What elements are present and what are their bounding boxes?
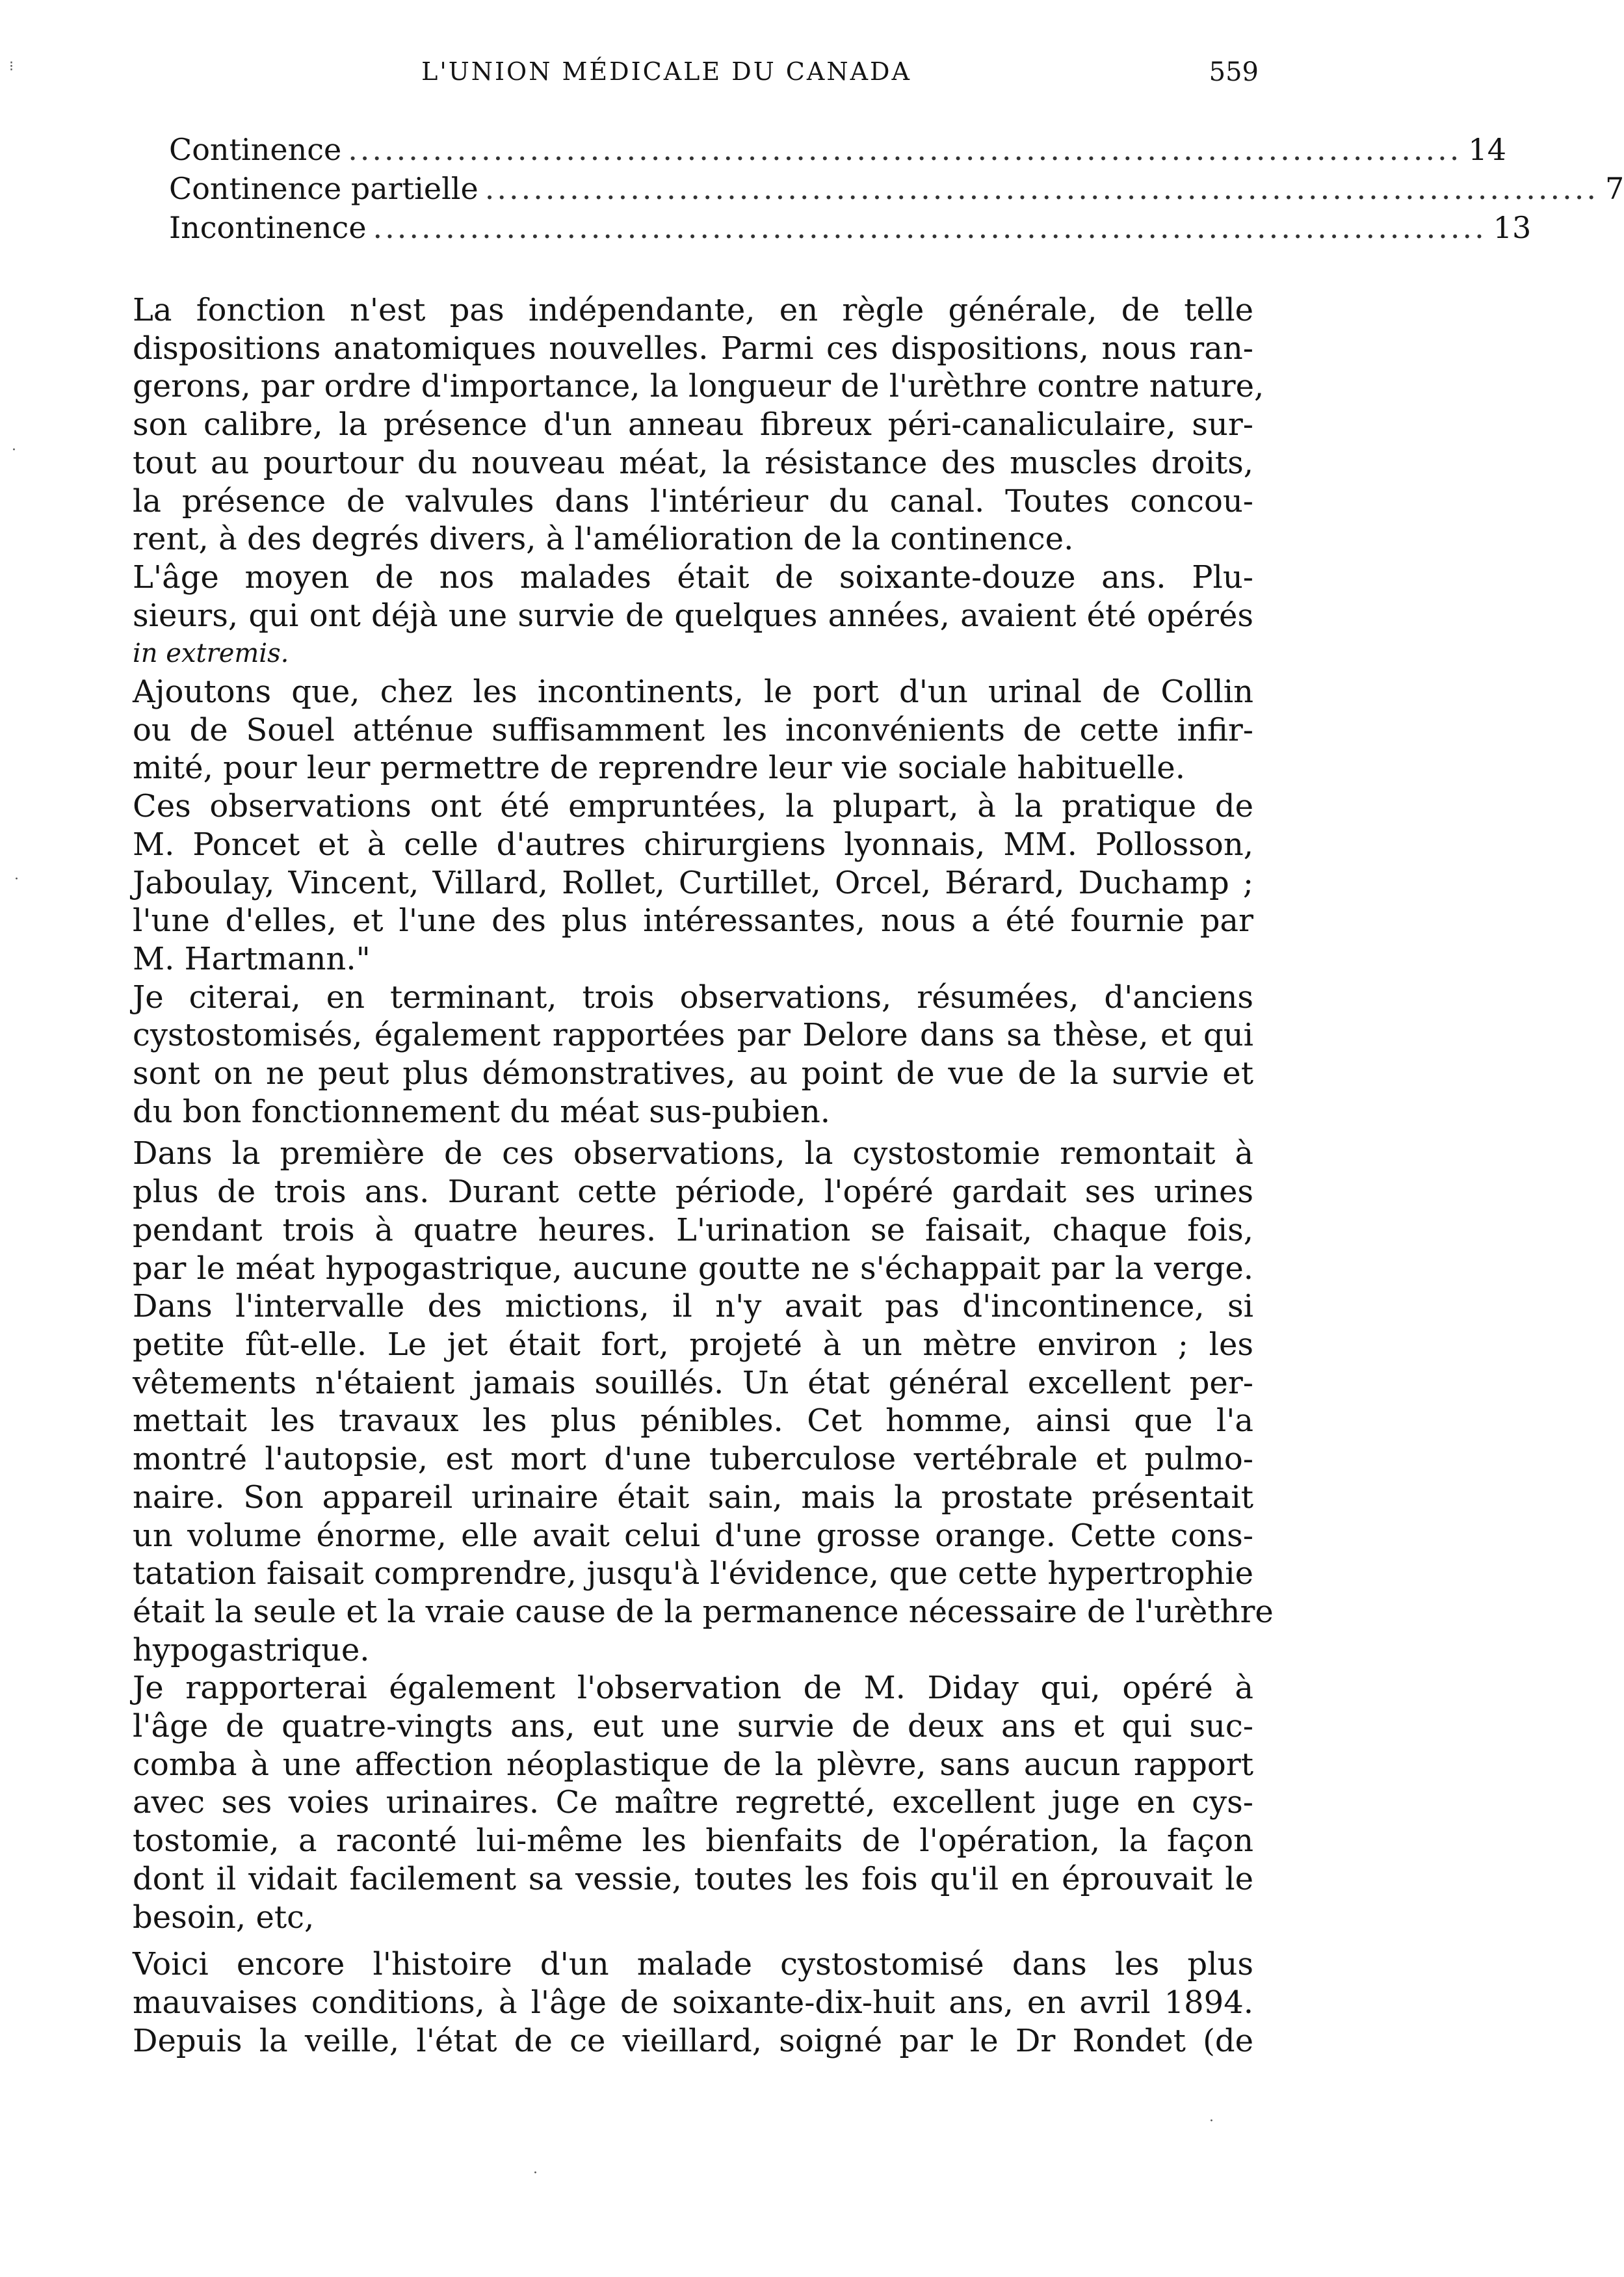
- paragraph-observations-source: [73, 787, 1253, 979]
- stat-row: [169, 169, 1624, 208]
- paragraph-age: [73, 559, 1253, 673]
- stat-label: Incontinence: [169, 210, 367, 245]
- text-line: Je citerai, en terminant, trois observations, résumées, d'anciens: [133, 979, 1253, 1016]
- text-line: Ces observations ont été empruntées, la plupart, à la pratique de: [133, 788, 1253, 825]
- text-line: vêtements n'étaient jamais souillés. Un état général excellent per-: [133, 1364, 1253, 1401]
- paragraph-first-observation: [73, 1135, 1274, 1669]
- margin-speck: ·: [12, 442, 16, 458]
- text-line: mauvaises conditions, à l'âge de soixante-dix-huit ans, en avril 1894.: [133, 1984, 1253, 2021]
- text-line: dont il vidait facilement sa vessie, toutes les fois qu'il en éprouvait le: [133, 1860, 1253, 1897]
- running-title: L'UNION MÉDICALE DU CANADA: [421, 57, 911, 86]
- leader-dots: ............................................................................................: [373, 210, 1487, 245]
- paragraph-anatomy: [73, 291, 1264, 559]
- page-number: 559: [1209, 57, 1259, 87]
- text-line: ou de Souel atténue suffisamment les inconvénients de cette infir-: [133, 711, 1253, 748]
- margin-speck: ·: [533, 2165, 538, 2181]
- text-line: l'âge de quatre-vingts ans, eut une survie de deux ans et qui suc-: [133, 1708, 1253, 1745]
- leader-dots: ............................................................................................: [348, 132, 1462, 167]
- text-line: Dans la première de ces observations, la cystostomie remontait à: [133, 1135, 1253, 1172]
- text-line: petite fût-elle. Le jet était fort, projeté à un mètre environ ; les: [133, 1326, 1253, 1363]
- stat-value: 7: [1604, 171, 1624, 206]
- text-line: La fonction n'est pas indépendante, en règle générale, de telle: [133, 292, 1253, 328]
- text-line: tostomie, a raconté lui-même les bienfaits de l'opération, la façon: [133, 1823, 1253, 1860]
- stat-label: Continence partielle: [169, 171, 478, 206]
- paragraph-gap: [73, 1936, 1253, 1945]
- text-line: L'âge moyen de nos malades était de soixante-douze ans. Plu-: [133, 559, 1253, 596]
- text-line: était la seule et la vraie cause de la permanence nécessaire de l'urèthre: [133, 1593, 1274, 1630]
- stat-label: Continence: [169, 132, 342, 167]
- text-line: Dans l'intervalle des mictions, il n'y avait pas d'incontinence, si: [133, 1288, 1253, 1325]
- text-line: tatation faisait comprendre, jusqu'à l'évidence, que cette hypertrophie: [133, 1555, 1253, 1592]
- stat-row: [169, 130, 1506, 169]
- continence-statistics: [169, 130, 1624, 247]
- text-line: Ajoutons que, chez les incontinents, le port d'un urinal de Collin: [133, 674, 1253, 711]
- text-line: besoin, etc,: [133, 1899, 315, 1936]
- stat-row: [169, 208, 1532, 247]
- text-line: Jaboulay, Vincent, Villard, Rollet, Curtillet, Orcel, Bérard, Duchamp ;: [133, 864, 1253, 901]
- margin-speck: ·: [14, 871, 19, 888]
- text-line: sont on ne peut plus démonstratives, au point de vue de la survie et: [133, 1055, 1253, 1092]
- paragraph-diday-observation: [73, 1669, 1253, 1936]
- paragraph-three-observations: [73, 979, 1253, 1131]
- stat-value: 14: [1468, 132, 1506, 167]
- text-line: montré l'autopsie, est mort d'une tuberculose vertébrale et pulmo-: [133, 1441, 1253, 1478]
- text-line: M. Hartmann.": [133, 940, 371, 977]
- leader-dots: ............................................................................................: [484, 171, 1599, 206]
- text-line: Voici encore l'histoire d'un malade cystostomisé dans les plus: [133, 1946, 1253, 1983]
- text-line: mettait les travaux les plus pénibles. Cet homme, ainsi que l'a: [133, 1402, 1253, 1440]
- text-line: tout au pourtour du nouveau méat, la résistance des muscles droits,: [133, 444, 1253, 481]
- text-line: son calibre, la présence d'un anneau fibreux péri-canaliculaire, sur-: [133, 406, 1253, 443]
- text-line-italic: in extremis.: [133, 638, 289, 669]
- text-line: la présence de valvules dans l'intérieur du canal. Toutes concou-: [133, 482, 1253, 520]
- paragraph-urinal: [73, 673, 1253, 787]
- margin-speck: ⁝: [9, 59, 14, 75]
- text-line: Je rapporterai également l'observation de M. Diday qui, opéré à: [133, 1670, 1253, 1707]
- text-line: par le méat hypogastrique, aucune goutte ne s'échappait par la verge.: [133, 1250, 1253, 1287]
- margin-speck: ·: [1209, 2113, 1214, 2129]
- text-line: mité, pour leur permettre de reprendre leur vie sociale habituelle.: [133, 750, 1185, 787]
- text-line: hypogastrique.: [133, 1631, 370, 1668]
- page-header: [78, 57, 1259, 103]
- text-line: pendant trois à quatre heures. L'urination se faisait, chaque fois,: [133, 1211, 1253, 1248]
- stat-value: 13: [1493, 210, 1532, 245]
- text-line: l'une d'elles, et l'une des plus intéressantes, nous a été fournie par: [133, 902, 1253, 940]
- text-line: plus de trois ans. Durant cette période, l'opéré gardait ses urines: [133, 1174, 1253, 1211]
- paragraph-third-observation: [73, 1945, 1253, 2060]
- text-line: du bon fonctionnement du méat sus-pubien.: [133, 1093, 830, 1130]
- article-body: [73, 291, 1274, 2060]
- text-line: sieurs, qui ont déjà une survie de quelques années, avaient été opérés: [133, 597, 1253, 634]
- text-line: un volume énorme, elle avait celui d'une grosse orange. Cette cons-: [133, 1517, 1253, 1554]
- text-line: cystostomisés, également rapportées par Delore dans sa thèse, et qui: [133, 1017, 1253, 1054]
- text-line: Depuis la veille, l'état de ce vieillard, soigné par le Dr Rondet (de: [133, 2022, 1253, 2059]
- text-line: M. Poncet et à celle d'autres chirurgiens lyonnais, MM. Pollosson,: [133, 826, 1253, 863]
- text-line: avec ses voies urinaires. Ce maître regretté, excellent juge en cys-: [133, 1784, 1253, 1821]
- text-line: dispositions anatomiques nouvelles. Parmi ces dispositions, nous ran-: [133, 330, 1253, 367]
- text-line: naire. Son appareil urinaire était sain, mais la prostate présentait: [133, 1479, 1253, 1516]
- text-line: gerons, par ordre d'importance, la longueur de l'urèthre contre nature,: [133, 368, 1264, 405]
- text-line: rent, à des degrés divers, à l'amélioration de la continence.: [133, 521, 1074, 558]
- text-line: comba à une affection néoplastique de la plèvre, sans aucun rapport: [133, 1746, 1253, 1783]
